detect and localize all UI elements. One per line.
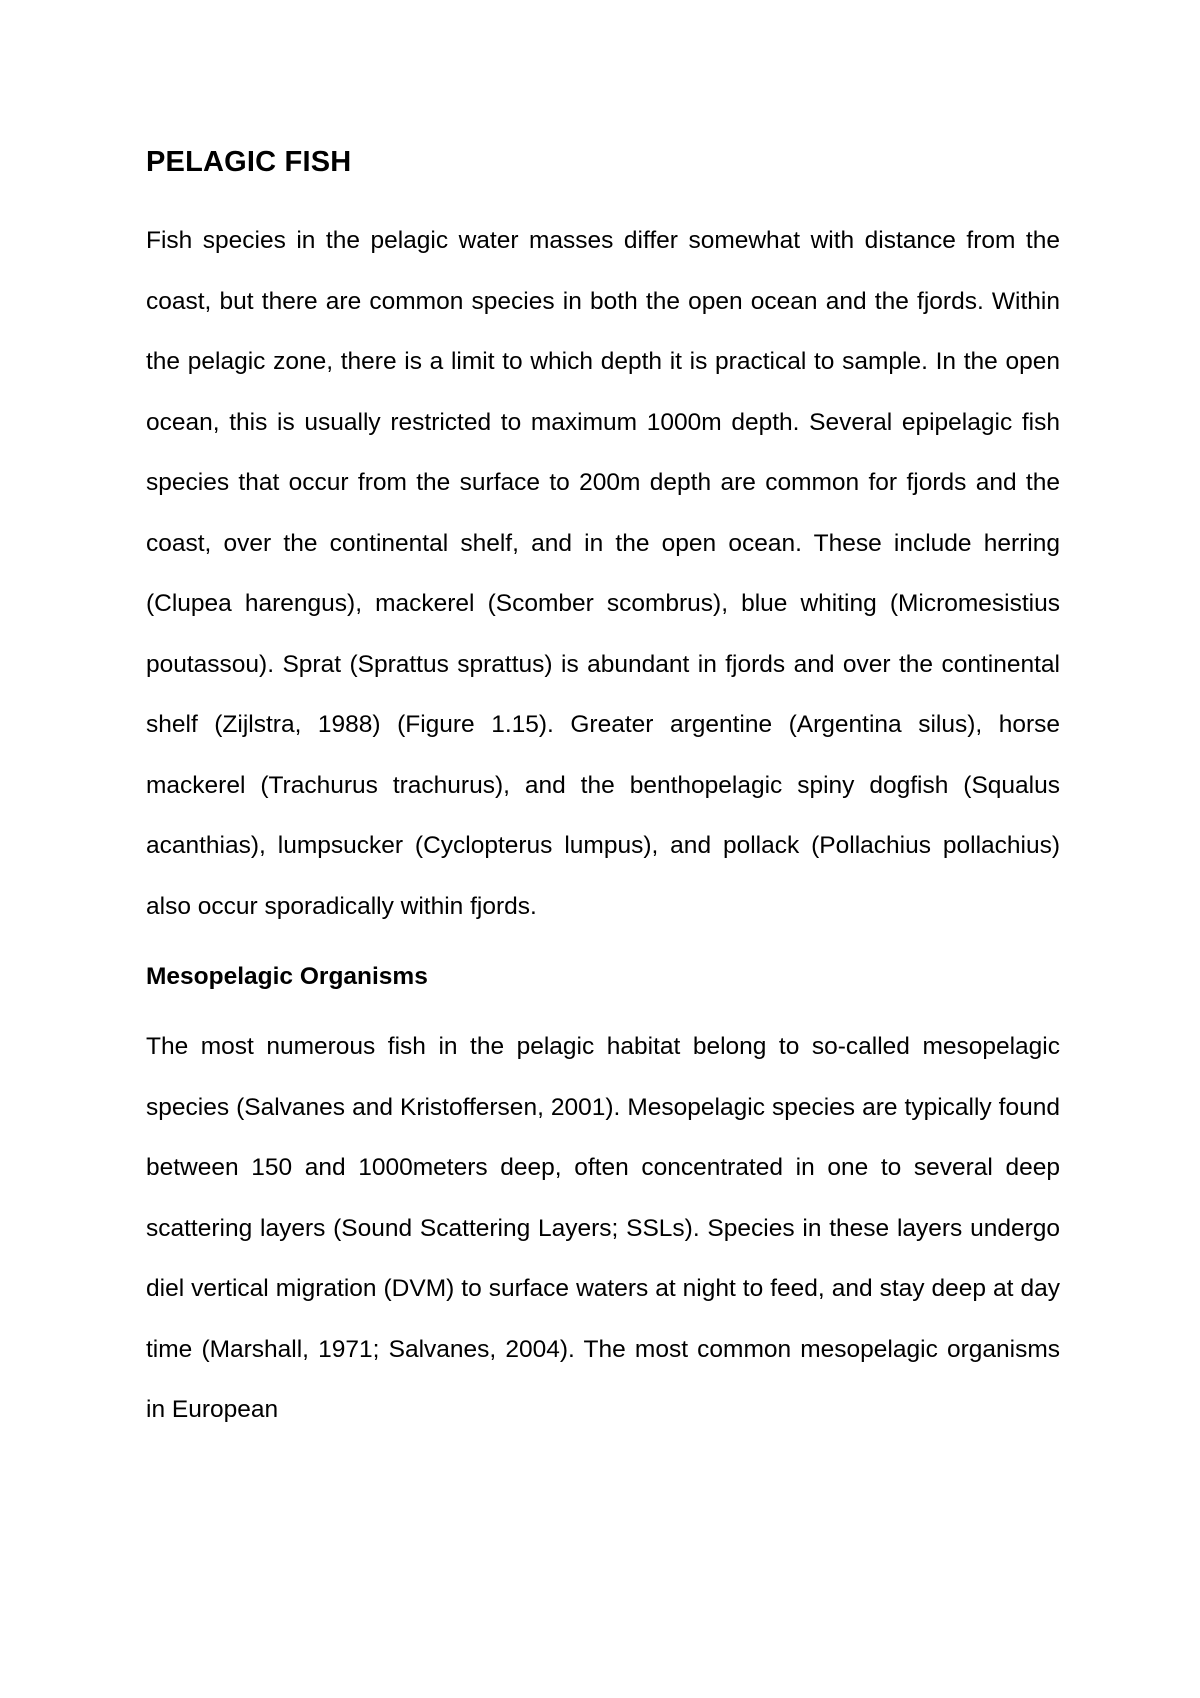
document-title: PELAGIC FISH (146, 146, 352, 178)
section-heading: Mesopelagic Organisms (146, 963, 428, 990)
body-paragraph: The most numerous fish in the pelagic habitat belong to so-called mesopelagic species (Salvanes and Kristoffersen, 2001). Mesopelagic species are typically found between 150 and 1000meters deep, often concentrated in one to several deep scattering layers (Sound Scattering Layers; SSLs). Species in these layers undergo diel vertical migration (DVM) to surface waters at night to feed, and stay deep at day time (Marshall, 1971; Salvanes, 2004). The most common mesopelagic organisms in European (146, 1033, 1060, 1423)
document-page (146, 142, 1060, 1441)
body-paragraph: Fish species in the pelagic water masses differ somewhat with distance from the coast, but there are common species in both the open ocean and the fjords. Within the pelagic zone, there is a limit to which depth it is practical to sample. In the open ocean, this is usually restricted to maximum 1000m depth. Several epipelagic fish species that occur from the surface to 200m depth are common for fjords and the coast, over the continental shelf, and in the open ocean. These include herring (Clupea harengus), mackerel (Scomber scombrus), blue whiting (Micromesistius poutassou). Sprat (Sprattus sprattus) is abundant in fjords and over the continental shelf (Zijlstra, 1988) (Figure 1.15). Greater argentine (Argentina silus), horse mackerel (Trachurus trachurus), and the benthopelagic spiny dogfish (Squalus acanthias), lumpsucker (Cyclopterus lumpus), and pollack (Pollachius pollachius) also occur sporadically within fjords. (146, 227, 1060, 920)
